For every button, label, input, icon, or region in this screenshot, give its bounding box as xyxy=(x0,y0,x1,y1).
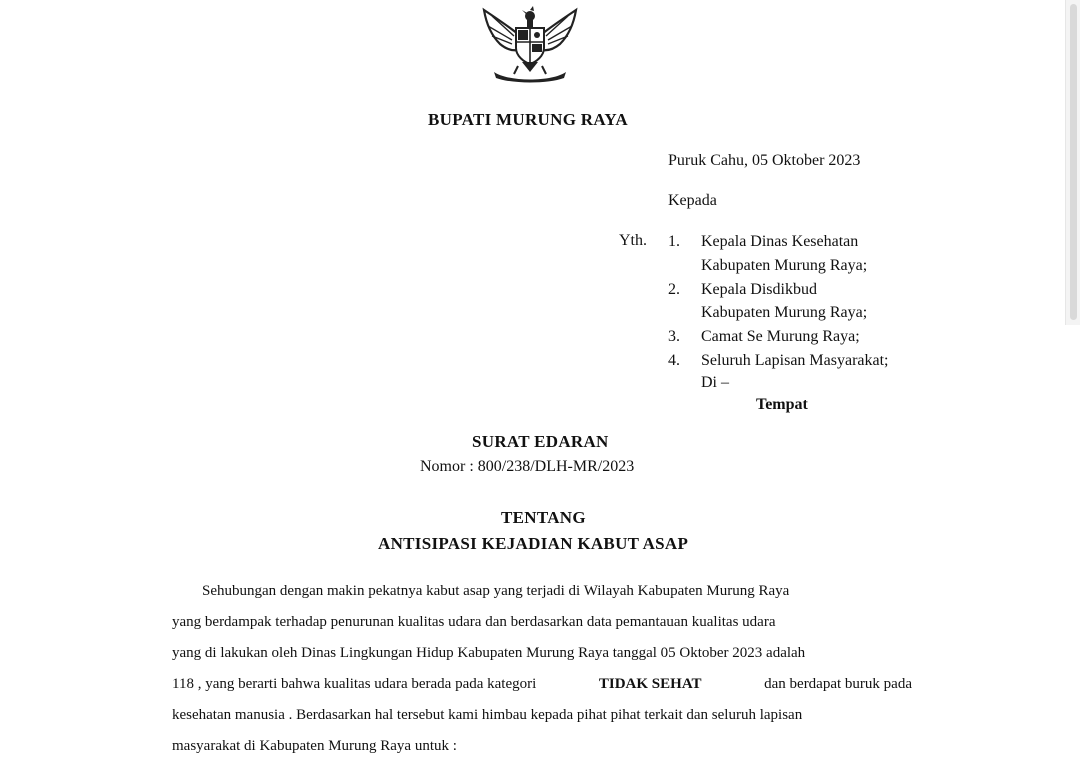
scrollbar-track[interactable] xyxy=(1065,0,1080,325)
air-quality-category: TIDAK SEHAT xyxy=(598,676,702,692)
circular-title: SURAT EDARAN xyxy=(472,432,609,451)
recipient-number: 3. xyxy=(668,328,680,346)
body-paragraph xyxy=(172,576,912,762)
recipient-number: 4. xyxy=(668,351,680,369)
body-line: masyarakat di Kabupaten Murung Raya untuk : xyxy=(172,738,457,754)
recipient-line: Kepala Dinas Kesehatan xyxy=(701,233,859,250)
recipient-item xyxy=(668,230,889,254)
di-label: Di – xyxy=(701,374,729,391)
place-label: Tempat xyxy=(756,396,808,413)
recipient-line: Kabupaten Murung Raya; xyxy=(701,304,868,322)
scrollbar-thumb[interactable] xyxy=(1070,4,1077,320)
recipient-item-continuation xyxy=(668,254,889,278)
recipient-item xyxy=(668,349,889,373)
about-label: TENTANG xyxy=(501,508,586,527)
circular-number: Nomor : 800/238/DLH-MR/2023 xyxy=(420,458,635,475)
recipient-line: Camat Se Murung Raya; xyxy=(701,328,860,346)
recipient-item xyxy=(668,325,889,349)
to-label: Kepada xyxy=(668,192,717,209)
circular-subject: ANTISIPASI KEJADIAN KABUT ASAP xyxy=(378,534,689,553)
recipient-line: Kabupaten Murung Raya; xyxy=(701,256,868,274)
body-line: kesehatan manusia . Berdasarkan hal tersebut kami himbau kepada pihat pihat terkait dan seluruh lapisan xyxy=(172,707,803,723)
recipient-number: 2. xyxy=(668,280,680,298)
body-line-start: 118 , yang berarti bahwa kualitas udara berada pada kategori xyxy=(172,676,537,692)
recipient-list xyxy=(668,230,889,373)
body-line: Sehubungan dengan makin pekatnya kabut asap yang terjadi di Wilayah Kabupaten Murung Raya xyxy=(202,583,790,599)
body-line-end: dan berdapat buruk pada xyxy=(764,676,912,692)
body-line: yang di lakukan oleh Dinas Lingkungan Hidup Kabupaten Murung Raya tanggal 05 Oktober 2023 adalah xyxy=(172,645,806,661)
body-line: yang berdampak terhadap penurunan kualitas udara dan berdasarkan data pemantauan kualitas udara xyxy=(172,614,776,630)
yth-label: Yth. xyxy=(619,232,647,249)
garuda-pancasila-icon xyxy=(478,4,582,84)
letterhead-title: BUPATI MURUNG RAYA xyxy=(428,110,628,129)
place-date: Puruk Cahu, 05 Oktober 2023 xyxy=(668,152,861,169)
recipient-line: Kepala Disdikbud xyxy=(701,280,817,298)
recipient-line: Seluruh Lapisan Masyarakat; xyxy=(701,351,889,369)
recipient-number: 1. xyxy=(668,233,680,250)
recipient-item-continuation xyxy=(668,301,889,325)
recipient-item xyxy=(668,278,889,302)
body-line-with-emphasis xyxy=(172,669,912,700)
